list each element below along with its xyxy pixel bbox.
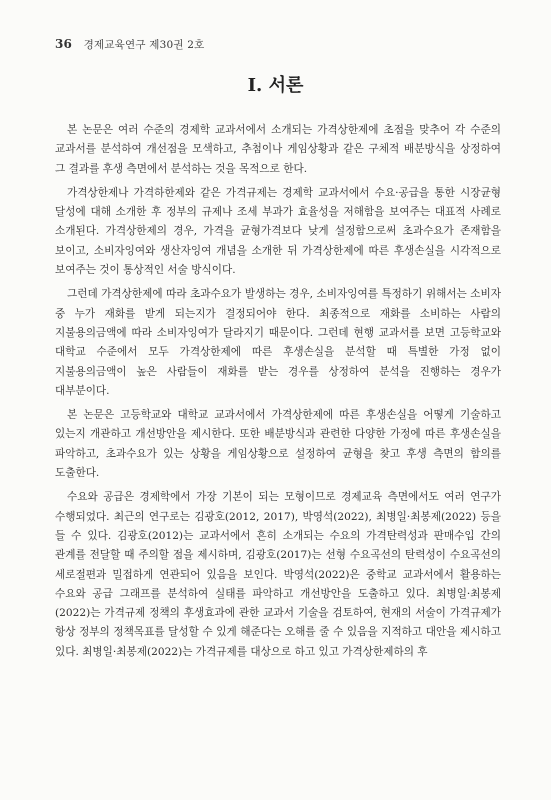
section-title: Ⅰ. 서론 <box>247 75 304 96</box>
paragraph: 본 논문은 여러 수준의 경제학 교과서에서 소개되는 가격상한제에 초점을 맞추어 각 수준의 교과서를 분석하여 개선점을 모색하고, 추첨이나 게임상황과 같은 구체적 배분방식을 상정하여 그 결과를 후생 측면에서 분석하는 것을 목적으로 한다. <box>55 124 501 175</box>
paragraph: 본 논문은 고등학교와 대학교 교과서에서 가격상한제에 따른 후생손실을 어떻게 기술하고 있는지 개관하고 개선방안을 제시한다. 또한 배분방식과 관련한 다양한 가정에 따른 후생손실을 파악하고, 초과수요가 있는 상황을 게임상황으로 설정하여 균형을 찾고 후생 측면의 함의를 도출한다. <box>55 409 501 480</box>
page-number: 36 <box>55 37 73 51</box>
paragraph: 그런데 가격상한제에 따라 초과수요가 발생하는 경우, 소비자잉여를 특정하기 위해서는 소비자 중 누가 재화를 받게 되는지가 결정되어야 한다. 최종적으로 재화를 소비하는 사람의 지불용의금액에 따라 소비자잉여가 달라지기 때문이다. 그런데 현행 교과서를 보면 고등학교와 대학교 수준에서 모두 가격상한제에 따른 후생손실을 분석할 때 특별한 가정 없이 지불용의금액이 높은 사람들이 재화를 받는 경우를 상정하여 분석을 진행하는 경우가 대부분이다. <box>55 288 501 397</box>
paragraph: 가격상한제나 가격하한제와 같은 가격규제는 경제학 교과서에서 수요·공급을 통한 시장균형 달성에 대해 소개한 후 정부의 규제나 조세 부과가 효율성을 저해함을 보여주는 대표적 사례로 소개된다. 가격상한제의 경우, 가격을 균형가격보다 낮게 설정함으로써 초과수요가 존재함을 보이고, 소비자잉여와 생산자잉여 개념을 소개한 뒤 가격상한제에 따른 후생손실을 시각적으로 보여주는 것이 통상적인 서술 방식이다. <box>55 186 501 277</box>
paragraph: 수요와 공급은 경제학에서 가장 기본이 되는 모형이므로 경제교육 측면에서도 여러 연구가 수행되었다. 최근의 연구로는 김광호(2012, 2017), 박영석(2022), 최병일·최봉제(2022) 등을 들 수 있다. 김광호(2012)는 교과서에서 흔히 소개되는 수요의 가격탄력성과 판매수입 간의 관계를 전달할 때 주의할 점을 제시하며, 김광호(2017)는 선형 수요곡선의 탄력성이 수요곡선의 세로절편과 밀접하게 연관되어 있음을 보인다. 박영석(2022)은 중학교 교과서에서 활용하는 수요와 공급 그래프를 분석하여 실태를 파악하고 개선방안을 도출하고 있다. 최병일·최봉제(2022)는 가격규제 정책의 후생효과에 관한 교과서 기술을 검토하여, 현재의 서술이 가격규제가 항상 정부의 정책목표를 달성할 수 있게 해준다는 오해를 줄 수 있음을 지적하고 대안을 제시하고 있다. 최병일·최봉제(2022)는 가격규제를 대상으로 하고 있고 가격상한제하의 후 <box>55 491 501 658</box>
journal-title: 경제교육연구 제30권 2호 <box>83 39 205 51</box>
body-text <box>55 121 501 667</box>
running-header <box>55 37 204 52</box>
